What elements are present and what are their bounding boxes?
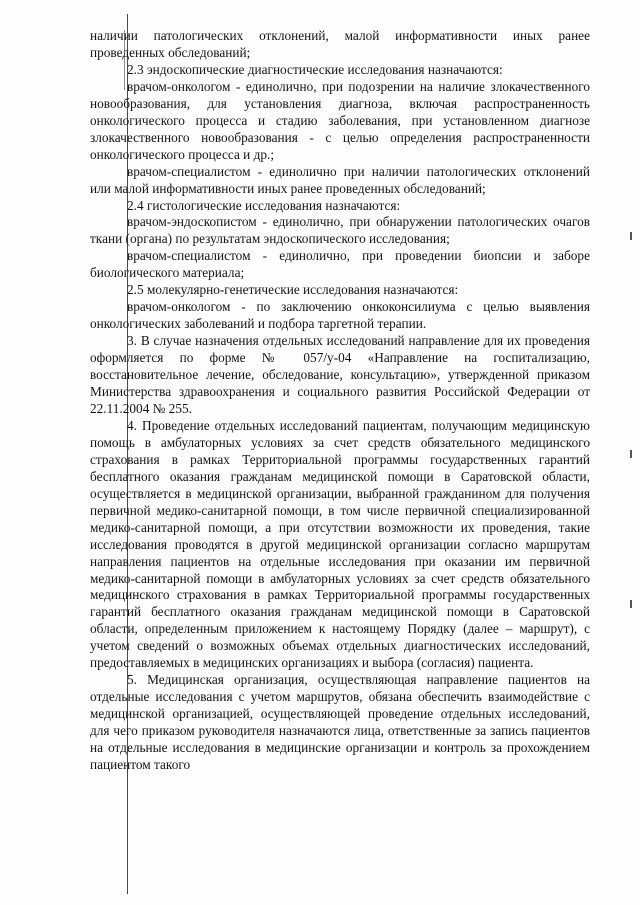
paragraph-section-5: 5. Медицинская организация, осуществляющая направление пациентов на отдельные исследования с учетом маршрутов, обязана обеспечить взаимодействие с медицинской организацией, осуществляющей проведение отдельных исследований, для чего приказом руководителя назначаются лица, ответственные за запись пациентов на отдельные исследования в медицинские организации и контроль за прохождением пациентом такого	[90, 672, 590, 772]
paragraph: врачом-эндоскопистом - единолично, при обнаружении патологических очагов ткани (органа) по результатам эндоскопического исследования;	[90, 214, 590, 247]
paragraph-section-4: 4. Проведение отдельных исследований пациентам, получающим медицинскую помощь в амбулаторных условиях за счет средств обязательного медицинского страхования в рамках Территориальной программы государственных гарантий бесплатного оказания гражданам медицинской помощи в Саратовской области, осуществляется в медицинской организации, выбранной гражданином для получения первичной медико-санитарной помощи, в том числе первичной специализированной медико-санитарной помощи, а при отсутствии возможности их проведения, такие исследования проводятся в другой медицинской организации согласно маршрутам направления пациентов на отдельные исследования при оказании им первичной медико-санитарной помощи в амбулаторных условиях за счет средств обязательного медицинского страхования в рамках Территориальной программы государственных гарантий бесплатного оказания гражданам медицинской помощи в Саратовской области, определенным приложением к настоящему Порядку (далее – маршрут), с учетом сведений о возможных объемах отдельных диагностических исследований, предоставляемых в медицинских организациях и выбора (согласия) пациента.	[90, 417, 590, 671]
paragraph-continuation: наличии патологических отклонений, малой информативности иных ранее проведенных обследований;	[90, 28, 590, 60]
paragraph: врачом-специалистом - единолично при наличии патологических отклонений или малой информативности иных ранее проведенных обследований;	[90, 163, 590, 196]
paragraph-section-3: 3. В случае назначения отдельных исследований направление для их проведения оформляется по форме № 057/у-04 «Направление на госпитализацию, восстановительное лечение, обследование, консультацию», утвержденной приказом Министерства здравоохранения и социального развития Российской Федерации от 22.11.2004 № 255.	[90, 333, 590, 416]
scan-edge-mark	[630, 450, 632, 458]
paragraph-histology-heading: 2.4 гистологические исследования назначаются:	[127, 197, 401, 213]
scan-edge-mark	[630, 600, 632, 608]
paragraph: врачом-онкологом - по заключению онкоконсилиума с целью выявления онкологических заболеваний и подбора таргетной терапии.	[90, 299, 590, 332]
paragraph: врачом-онкологом - единолично, при подозрении на наличие злокачественного новообразования, для установления диагноза, включая распространенность онкологического процесса и стадию заболевания, при установленном диагнозе злокачественного новообразования - с целью определения распространенности онкологического процесса и др.;	[90, 78, 590, 162]
paragraph-molecular-heading: 2.5 молекулярно-генетические исследования назначаются:	[127, 282, 459, 298]
paragraph-endoscopic-heading: 2.3 эндоскопические диагностические исследования назначаются:	[127, 61, 503, 77]
paragraph: врачом-специалистом - единолично, при проведении биопсии и заборе биологического материала;	[90, 248, 590, 281]
document-body	[90, 28, 590, 774]
scan-edge-mark	[630, 232, 632, 240]
